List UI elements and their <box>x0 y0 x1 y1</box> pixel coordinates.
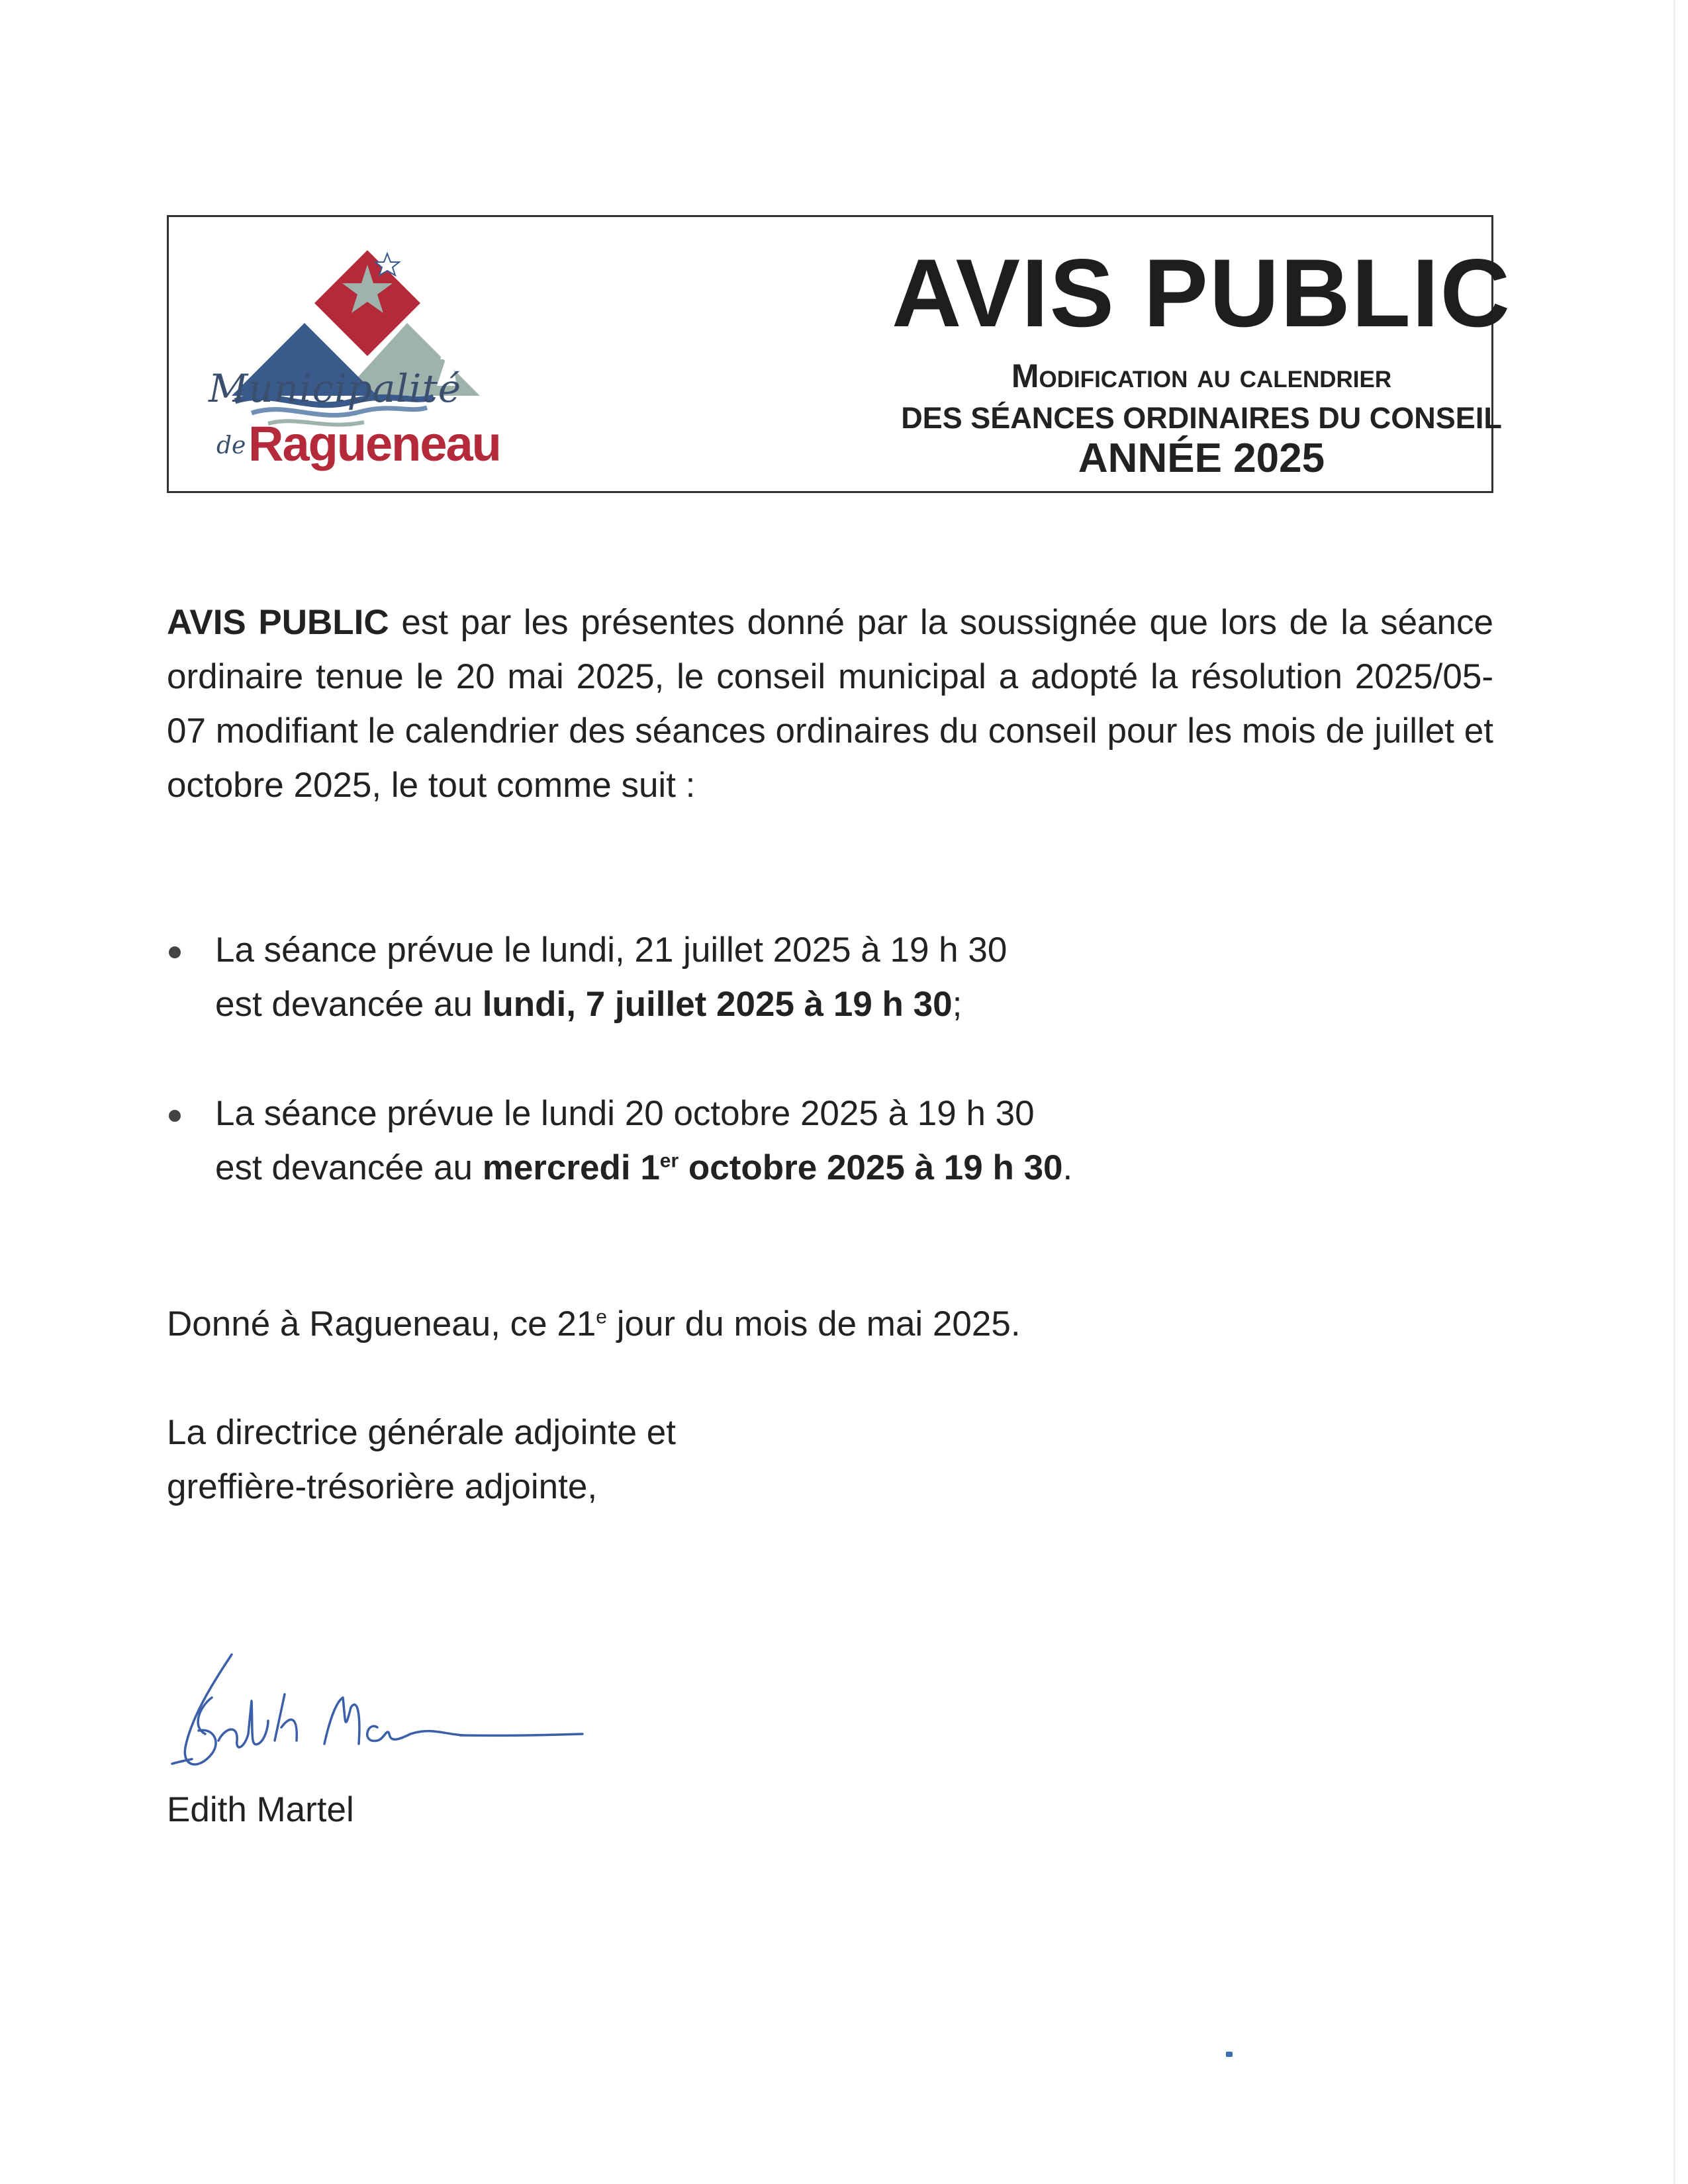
notice-lead: AVIS PUBLIC <box>167 603 389 642</box>
notice-paragraph <box>167 596 1493 813</box>
bullet-line-2-prefix: est devancée au <box>215 985 483 1024</box>
page-title: AVIS PUBLIC <box>892 239 1511 347</box>
subtitle-line-2: DES SÉANCES ORDINAIRES DU CONSEIL <box>901 401 1502 435</box>
signer-role <box>167 1406 676 1514</box>
bullet-icon <box>169 1110 181 1122</box>
bullet-line-2-suffix: ; <box>952 985 962 1024</box>
logo-name-text: Ragueneau <box>248 416 500 471</box>
handwritten-signature <box>132 1635 596 1794</box>
list-item <box>167 923 1493 1032</box>
bullet-line-1: La séance prévue le lundi 20 octobre 2025 à 19 h 30 <box>215 1094 1035 1133</box>
subtitle-line-1: Modification au calendrier <box>1011 357 1392 394</box>
notice-text: est par les présentes donné par la soussignée que lors de la séance ordinaire tenue le 20 mai 2025, le conseil municipal a adopté la résolution 2025/05-07 modifiant le calendrier des séances ordinaires du conseil pour les mois de juillet et octobre 2025, le tout comme suit : <box>167 603 1493 805</box>
list-item <box>167 1087 1493 1195</box>
schedule-change-list <box>167 923 1493 1250</box>
role-line-2: greffière-trésorière adjointe, <box>167 1467 598 1506</box>
given-at-line <box>167 1297 1021 1351</box>
year-line: ANNÉE 2025 <box>1078 435 1325 481</box>
header-titles <box>685 217 1688 495</box>
given-text-a: Donné à Ragueneau, ce 21 <box>167 1304 596 1343</box>
bullet-line-2-prefix: est devancée au <box>215 1148 483 1187</box>
new-date-part-b: octobre 2025 à 19 h 30 <box>679 1148 1063 1187</box>
given-text-b: jour du mois de mai 2025. <box>606 1304 1021 1343</box>
logo-script-text: Municipalité <box>209 366 462 411</box>
logo-de-text: de <box>216 432 246 459</box>
new-date: lundi, 7 juillet 2025 à 19 h 30 <box>482 985 953 1024</box>
new-date-part-a: mercredi 1 <box>482 1148 660 1187</box>
bullet-line-1: La séance prévue le lundi, 21 juillet 2025 à 19 h 30 <box>215 931 1008 970</box>
header-box <box>167 215 1511 493</box>
ordinal-suffix: er <box>659 1150 679 1172</box>
bullet-line-2-suffix: . <box>1062 1148 1073 1187</box>
role-line-1: La directrice générale adjointe et <box>167 1413 676 1452</box>
signer-name: Edith Martel <box>167 1790 354 1829</box>
bullet-icon <box>169 946 181 958</box>
scan-speck <box>1226 2052 1233 2057</box>
municipality-logo <box>189 230 533 475</box>
ordinal-suffix: e <box>596 1306 607 1328</box>
